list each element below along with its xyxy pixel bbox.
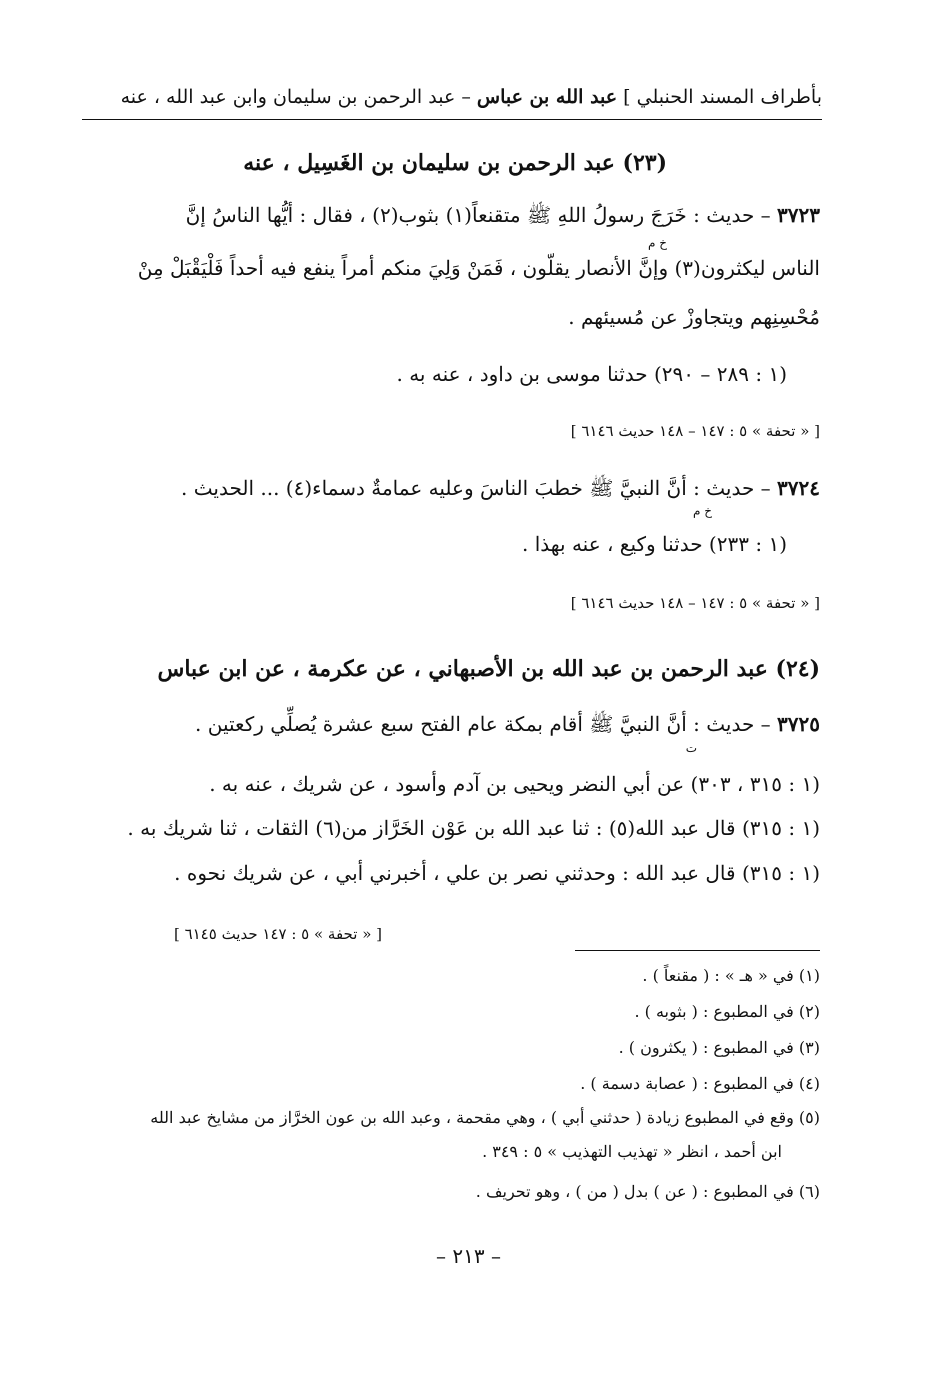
footnote: (٦) في المطبوع : ( عن ) بدل ( من ) ، وهو تحريف . (475, 1182, 820, 1201)
header-right-part: – عبد الرحمن بن سليمان وابن عبد الله ، عنه (120, 86, 471, 108)
footnote: (٥) وقع في المطبوع زيادة ( حدثني أبي ) ، وهي مقحمة ، وعبد الله بن عون الخرَّاز من مشايخ عبد الله (150, 1108, 820, 1127)
source-symbol: خ م (693, 504, 712, 518)
hadith-text: – حديث : أنَّ النبيَّ ﷺ خطبَ الناسَ وعليه عمامةٌ دسماء(٤) ... الحديث . (181, 476, 771, 500)
footnote-separator (575, 950, 820, 951)
page-number: – ٢١٣ – (436, 1244, 501, 1268)
footnote: (٤) في المطبوع : ( عصابة دسمة ) . (580, 1074, 820, 1093)
chain-line: (١ : ٣١٥ ، ٣٠٣) عن أبي النضر ويحيى بن آدم وأسود ، عن شريك ، عنه به . (209, 772, 820, 796)
footnote: (١) في « هـ » : ( مقنعاً ) . (642, 966, 820, 985)
footnote-continuation: ابن أحمد ، انظر « تهذيب التهذيب » ٥ : ٣٤٩ . (482, 1142, 782, 1161)
source-symbol: ت (685, 741, 697, 755)
tuhfa-reference: [ « تحفة » ٥ : ١٤٧ – ١٤٨ حديث ٦١٤٦ ] (570, 422, 820, 440)
footnote: (٣) في المطبوع : ( يكثرون ) . (618, 1038, 820, 1057)
hadith-number: ٣٧٢٤ (777, 476, 820, 500)
hadith-line: الناس ليكثرون(٣) وإنَّ الأنصار يقلّون ، فَمَنْ وَلِيَ منكم أمراً ينفع فيه أحداً فَلْيَقْبَلْ مِنْ (137, 256, 820, 280)
source-symbol: خ م (648, 236, 667, 250)
hadith-text: – حديث : خَرَجَ رسولُ اللهِ ﷺ متقنعاً(١) بثوب(٢) ، فقال : أيُّها الناسُ إنَّ (185, 203, 771, 227)
hadith-line (195, 712, 820, 741)
running-header (121, 86, 822, 108)
chain-line: (١ : ٢٣٣) حدثنا وكيع ، عنه بهذا . (522, 532, 787, 556)
section-title: (٢٣) عبد الرحمن بن سليمان بن الغَسِيل ، عنه (243, 150, 667, 176)
hadith-line (186, 203, 820, 232)
section-title: (٢٤) عبد الرحمن بن عبد الله بن الأصبهاني ، عن عكرمة ، عن ابن عباس (157, 656, 820, 682)
hadith-text: – حديث : أنَّ النبيَّ ﷺ أقام بمكة عام الفتح سبع عشرة يُصلِّي ركعتين . (195, 712, 771, 736)
hadith-line (181, 476, 820, 505)
chain-line: (١ : ٢٨٩ – ٢٩٠) حدثنا موسى بن داود ، عنه به . (396, 362, 787, 386)
hadith-line: مُحْسِنِهم ويتجاوزْ عن مُسيئهم . (568, 305, 820, 329)
hadith-number: ٣٧٢٣ (777, 203, 820, 227)
chain-line: (١ : ٣١٥) قال عبد الله : وحدثني نصر بن علي ، أخبرني أبي ، عن شريك نحوه . (174, 861, 820, 885)
header-bold-part: عبد الله بن عباس (476, 86, 618, 108)
header-rule (82, 119, 822, 120)
header-left-part: بأطراف المسند الحنبلي ] (623, 86, 822, 108)
chain-line: (١ : ٣١٥) قال عبد الله(٥) : ثنا عبد الله بن عَوْن الخَرَّاز من(٦) الثقات ، ثنا شريك به . (127, 816, 820, 840)
tuhfa-reference: [ « تحفة » ٥ : ١٤٧ حديث ٦١٤٥ ] (173, 925, 382, 943)
tuhfa-reference: [ « تحفة » ٥ : ١٤٧ – ١٤٨ حديث ٦١٤٦ ] (570, 594, 820, 612)
footnote: (٢) في المطبوع : ( بثوبه ) . (634, 1002, 820, 1021)
hadith-number: ٣٧٢٥ (777, 712, 820, 736)
